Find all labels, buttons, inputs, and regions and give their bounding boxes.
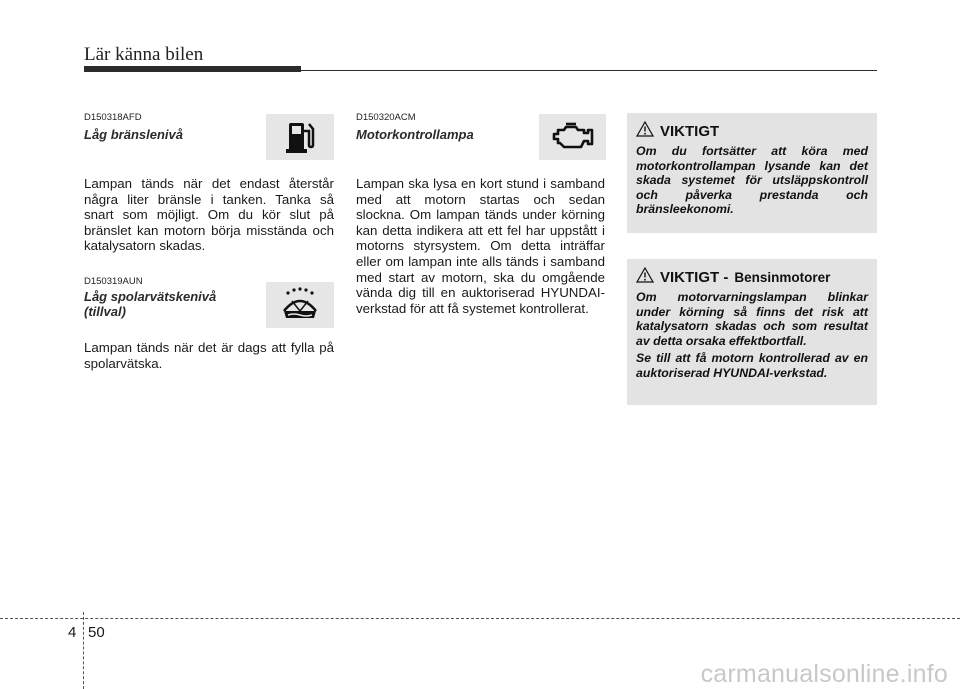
section-title: Låg bränslenivå bbox=[84, 127, 183, 142]
section-title-line2: (tillval) bbox=[84, 304, 126, 319]
footer-divider bbox=[83, 612, 84, 689]
warning-heading-sub: Bensinmotorer bbox=[734, 269, 831, 285]
warning-text: Se till att få motorn kontrollerad av en auktoriserad HYUNDAI-verkstad. bbox=[636, 351, 868, 380]
warning-heading-text: VIKTIGT - bbox=[660, 268, 729, 286]
section-code: D150318AFD bbox=[84, 112, 142, 123]
warning-triangle-icon bbox=[636, 121, 654, 141]
section-title-line1: Låg spolarvätskenivå bbox=[84, 289, 217, 304]
page-number: 50 bbox=[88, 624, 105, 641]
section-body: Lampan tänds när det är dags att fylla på spolarvätska. bbox=[84, 340, 334, 371]
warning-box bbox=[627, 113, 877, 233]
section-body: Lampan tänds när det endast återstår några liter bränsle i tanken. Tanka så snart som möjligt. Om du kör slut på bränslet kan motorn börja misstända och katalysatorn skadas. bbox=[84, 176, 334, 254]
engine-check-icon bbox=[539, 114, 606, 160]
chapter-number: 4 bbox=[68, 624, 77, 641]
footer-rule bbox=[0, 618, 960, 619]
section-title: Motorkontrollampa bbox=[356, 127, 474, 142]
warning-heading bbox=[636, 267, 868, 287]
section-code: D150319AUN bbox=[84, 276, 143, 287]
warning-heading-text: VIKTIGT bbox=[660, 122, 720, 140]
washer-fluid-icon bbox=[266, 282, 334, 328]
warning-box-petrol bbox=[627, 259, 877, 405]
section-body: Lampan ska lysa en kort stund i samband med att motorn startas och sedan slockna. Om lampan tänds under körning kan detta indikera att ett fel har uppstått i motorns styrsystem. Om detta inträffar eller om lampan inte alls tänds i samband med start av motorn, ska du omgående vända dig till en auktoriserad HYUNDAI-verkstad för att få systemet kontrollerat. bbox=[356, 176, 605, 316]
watermark: carmanualsonline.info bbox=[700, 660, 948, 688]
page-header-title: Lär känna bilen bbox=[84, 44, 204, 65]
section-code: D150320ACM bbox=[356, 112, 416, 123]
warning-text: Om motorvarningslampan blinkar under körning så finns det risk att katalysatorn skadas och som resultat av detta orsaka effektbortfall. bbox=[636, 290, 868, 348]
fuel-pump-icon bbox=[266, 114, 334, 160]
header-rule bbox=[301, 70, 877, 71]
warning-text: Om du fortsätter att köra med motorkontrollampan lysande kan det skada systemet för utsläppskontroll och påverka prestanda och bränsleekonomi. bbox=[636, 144, 868, 217]
warning-heading bbox=[636, 121, 868, 141]
warning-triangle-icon bbox=[636, 267, 654, 287]
header-bar bbox=[84, 66, 301, 72]
